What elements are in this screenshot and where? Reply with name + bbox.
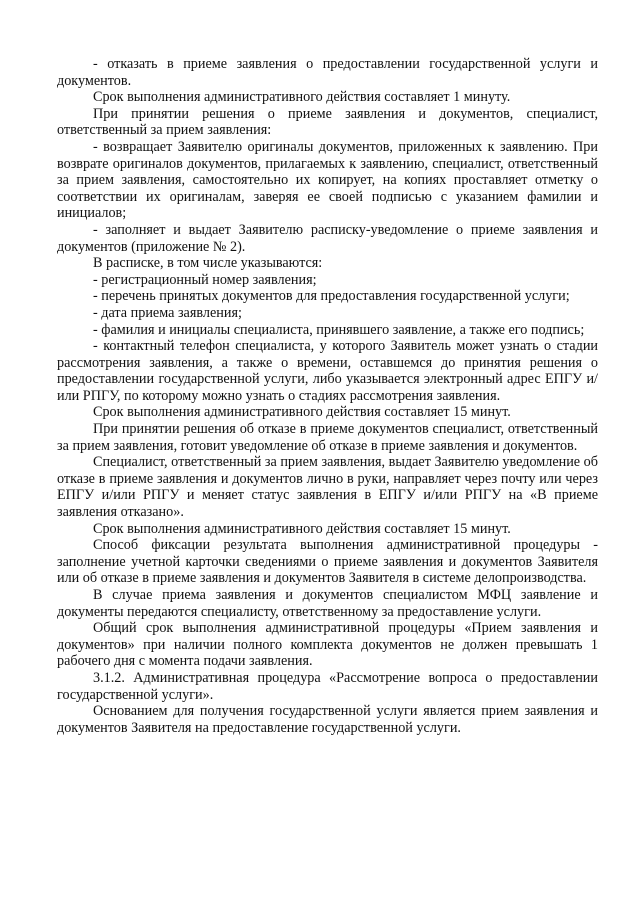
paragraph-acceptance-decision: При принятии решения о приеме заявления и документов, специалист, ответственный за прием заявления: (57, 105, 598, 139)
paragraph-refuse-option: - отказать в приеме заявления о предоставлении государственной услуги и документов. (57, 56, 598, 89)
paragraph-issue-receipt: - заполняет и выдает Заявителю расписку-уведомление о приеме заявления и документов (приложение № 2). (57, 221, 598, 255)
paragraph-total-term: Общий срок выполнения административной процедуры «Прием заявления и документов» при наличии полного комплекта документов не должен превышать 1 рабочего дня с момента подачи заявления. (57, 620, 598, 670)
paragraph-refusal-notice: Специалист, ответственный за прием заявления, выдает Заявителю уведомление об отказе в приеме заявления и документов лично в руки, направляет через почту или через ЕПГУ и/или РПГУ и меняет статус заявления в ЕПГУ и/или РПГУ на «В приеме заявления отказано». (57, 454, 598, 521)
paragraph-term-1-minute: Срок выполнения административного действия составляет 1 минуту. (93, 89, 511, 106)
paragraph-term-15-minutes: Срок выполнения административного действия составляет 15 минут. (93, 404, 511, 421)
paragraph-basis: Основанием для получения государственной услуги является прием заявления и документов Заявителя на предоставление государственной услуги. (57, 703, 598, 736)
paragraph-term-15-minutes-2: Срок выполнения административного действия составляет 15 минут. (93, 520, 511, 537)
list-item-contact-phone: - контактный телефон специалиста, у которого Заявитель может узнать о стадии рассмотрения заявления, а также о времени, оставшемся до принятия решения о предоставлении государственной услуги, либо указывается электронный адрес ЕПГУ и/или РПГУ, по которому можно узнать о стадиях рассмотрения заявления. (57, 338, 598, 404)
paragraph-result-recording: Способ фиксации результата выполнения административной процедуры - заполнение учетной карточки сведениями о приеме заявления и документов Заявителя или об отказе в приеме заявления и документов Заявителя в системе делопроизводства. (57, 537, 598, 587)
list-item-registration-number: - регистрационный номер заявления; (93, 271, 317, 288)
document-page (57, 56, 598, 736)
paragraph-mfc-transfer: В случае приема заявления и документов специалистом МФЦ заявление и документы передаются специалисту, ответственному за предоставление услуги. (57, 587, 598, 620)
list-item-specialist-name: - фамилия и инициалы специалиста, принявшего заявление, а также его подпись; (93, 321, 585, 338)
list-item-date: - дата приема заявления; (93, 304, 242, 321)
list-item-documents-list: - перечень принятых документов для предоставления государственной услуги; (93, 288, 570, 305)
paragraph-receipt-contents: В расписке, в том числе указываются: (93, 255, 323, 272)
paragraph-return-originals: - возвращает Заявителю оригиналы документов, приложенных к заявлению. При возврате оригиналов документов, прилагаемых к заявлению, специалист, ответственный за прием заявления, самостоятельно их копирует, на копиях проставляет отметку о соответствии их оригиналам, заверяя ее своей подписью с указанием фамилии и инициалов; (57, 138, 598, 222)
section-heading-3-1-2: 3.1.2. Административная процедура «Рассмотрение вопроса о предоставлении государственной услуги». (57, 669, 598, 703)
paragraph-refusal-decision: При принятии решения об отказе в приеме документов специалист, ответственный за прием заявления, готовит уведомление об отказе в приеме заявления и документов. (57, 421, 598, 454)
